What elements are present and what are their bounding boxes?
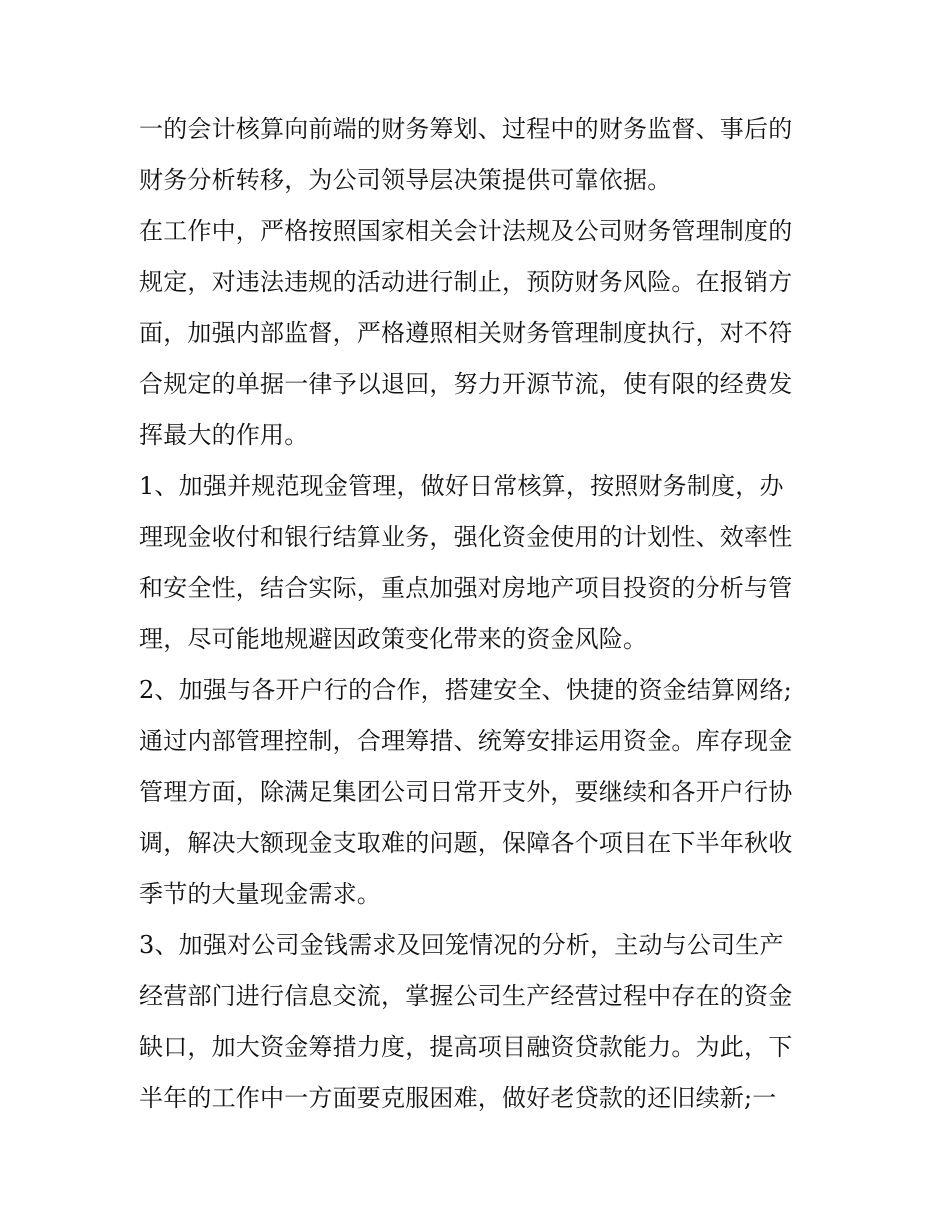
- text-line: 管理方面，除满足集团公司日常开支外，要继续和各开户行协: [139, 778, 793, 806]
- text-line: 缺口，加大资金筹措力度，提高项目融资贷款能力。为此，下: [139, 1033, 793, 1061]
- text-line: 理现金收付和银行结算业务，强化资金使用的计划性、效率性: [139, 523, 793, 551]
- text-line: 规定，对违法违规的活动进行制止，预防财务风险。在报销方: [139, 268, 793, 296]
- list-item-1-line: 1、加强并规范现金管理，做好日常核算，按照财务制度，办: [139, 472, 784, 500]
- text-line: 财务分析转移，为公司领导层决策提供可靠依据。: [139, 166, 672, 194]
- text-line: 理，尽可能地规避因政策变化带来的资金风险。: [139, 625, 648, 653]
- text-line: 面，加强内部监督，严格遵照相关财务管理制度执行，对不符: [139, 319, 793, 347]
- text-line: 半年的工作中一方面要克服困难，做好老贷款的还旧续新;一: [139, 1084, 777, 1112]
- text-line: 调，解决大额现金支取难的问题，保障各个项目在下半年秋收: [139, 829, 793, 857]
- list-item-2-line: 2、加强与各开户行的合作，搭建安全、快捷的资金结算网络;: [139, 676, 792, 704]
- text-line: 和安全性，结合实际，重点加强对房地产项目投资的分析与管: [139, 574, 793, 602]
- text-line: 经营部门进行信息交流，掌握公司生产经营过程中存在的资金: [139, 982, 793, 1010]
- text-line: 季节的大量现金需求。: [139, 880, 381, 908]
- text-line: 在工作中，严格按照国家相关会计法规及公司财务管理制度的: [139, 217, 793, 245]
- text-line: 通过内部管理控制，合理筹措、统筹安排运用资金。库存现金: [139, 727, 793, 755]
- text-line: 挥最大的作用。: [139, 421, 309, 449]
- list-item-3-line: 3、加强对公司金钱需求及回笼情况的分析，主动与公司生产: [139, 931, 784, 959]
- text-line: 合规定的单据一律予以退回，努力开源节流，使有限的经费发: [139, 370, 793, 398]
- text-line: 一的会计核算向前端的财务筹划、过程中的财务监督、事后的: [139, 115, 793, 143]
- document-body: [139, 104, 819, 1124]
